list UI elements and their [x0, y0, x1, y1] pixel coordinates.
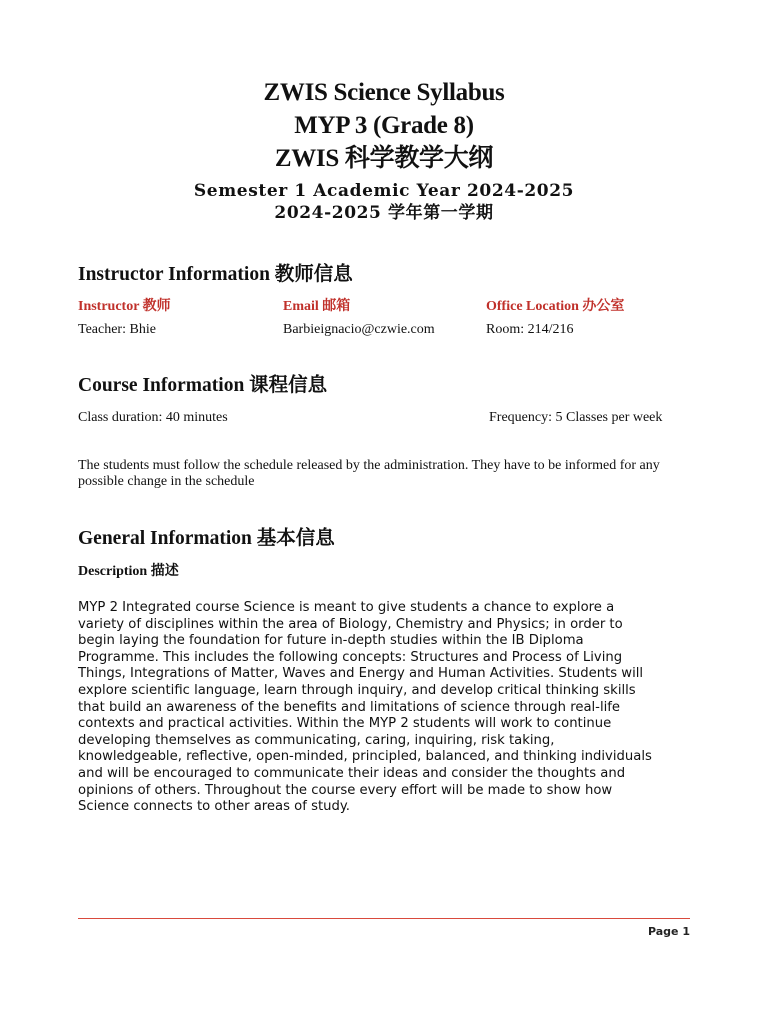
office-location-label: Office Location 办公室 [486, 299, 625, 314]
email-label: Email 邮箱 [283, 299, 351, 314]
description-text: MYP 2 Integrated course Science is meant to give students a chance to explore a variety of disciplines within the area of Biology, Chemistry and Physics; in order to begin laying the foundation for future in-depth studies within the IB Diploma Programme. This includes the following concepts: Structures and Process of Living Things, Integrations of Matter, Waves and Energy and Human Activities. Students will explore scientific language, learn through inquiry, and develop critical thinking skills that build an awareness of the benefits and limitations of science through real-life contexts and practical activities. Within the MYP 2 students will work to continue developing themselves as communicating, caring, inquiring, risk taking, knowledgeable, reflective, open-minded, principled, balanced, and thinking individuals and will be encouraged to communicate their ideas and consider the thoughts and opinions of others. Throughout the course every effort will be made to show how Science connects to other areas of study. [78, 600, 652, 815]
instructor-value: Teacher: Bhie [78, 322, 156, 337]
class-duration: Class duration: 40 minutes [78, 410, 228, 425]
chinese-title: ZWIS 科学教学大纲 [274, 145, 494, 172]
course-heading: Course Information 课程信息 [78, 375, 328, 396]
email-value: Barbieignacio@czwie.com [283, 322, 435, 337]
instructor-heading: Instructor Information 教师信息 [78, 264, 353, 285]
footer-rule [78, 918, 690, 919]
instructor-label: Instructor 教师 [78, 299, 171, 314]
semester-line-cn: 2024-2025 学年第一学期 [274, 203, 494, 223]
grade-title: MYP 3 (Grade 8) [294, 112, 474, 139]
class-frequency: Frequency: 5 Classes per week [489, 410, 663, 425]
semester-block [0, 180, 768, 224]
title-block [0, 76, 768, 175]
office-location-value: Room: 214/216 [486, 322, 574, 337]
schedule-note: The students must follow the schedule released by the administration. They have to be informed for any possible change in the schedule [78, 458, 660, 489]
syllabus-title: ZWIS Science Syllabus [263, 79, 505, 106]
semester-line-en: Semester 1 Academic Year 2024-2025 [193, 181, 575, 201]
description-label: Description 描述 [78, 564, 179, 579]
page-number: Page 1 [647, 925, 690, 938]
general-heading: General Information 基本信息 [78, 528, 335, 549]
